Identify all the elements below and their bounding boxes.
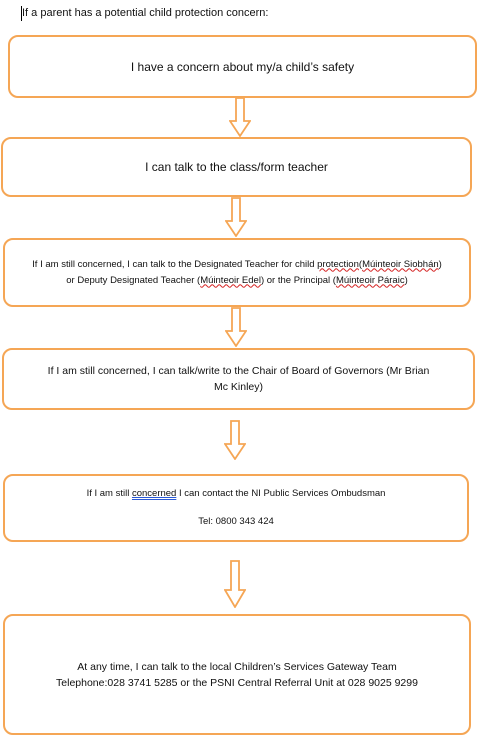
step-1-box [8,35,477,98]
intro-text: If a parent has a potential child protection concern: [22,7,269,19]
step-4-line-2: Mc Kinley) [213,381,263,393]
step-3-line-1-part-c: ( [358,258,363,270]
step-1-text: I have a concern about my/a child’s safety [130,59,355,74]
step-6-line-1: At any time, I can talk to the local Children’s Services Gateway Team [77,660,397,673]
down-arrow-icon [224,420,246,460]
step-3-line-1-part-e: ) [438,258,442,270]
step-3-line-2-part-c: ) or the Principal ( [260,274,336,286]
step-5-line-2: Tel: 0800 343 424 [198,516,274,527]
step-3-line-1-part-a: If I am still concerned, I can talk to the Designated Teacher for child [32,258,318,270]
step-4-line-1: If I am still concerned, I can talk/write to the Chair of Board of Governors (Mr Brian [47,365,430,377]
step-2-text: I can talk to the class/form teacher [145,160,328,174]
step-5-box [3,474,469,542]
step-3-box [3,238,471,307]
step-2-box [1,137,472,197]
step-3-line-2-part-b: Múinteoir Edel [200,274,261,286]
step-3-line-2-part-e: ) [404,274,408,286]
step-3-line-1-part-b: protection [317,258,359,270]
down-arrow-icon [229,97,251,137]
step-4-box [2,348,475,410]
step-6-line-2: Telephone:028 3741 5285 or the PSNI Central Referral Unit at 028 9025 9299 [56,676,418,689]
step-5-line-1 [87,486,386,502]
down-arrow-icon [224,560,246,608]
step-5-line-1-part-c: I can contact the NI Public Services Ombudsman [176,488,386,499]
step-5-line-1-part-b: concerned [131,488,177,499]
step-3-line-2-part-a: or Deputy Designated Teacher ( [66,274,201,286]
step-5-line-1-part-a: If I am still [86,488,132,499]
step-6-box [3,614,471,735]
step-3-line-1-part-d: Múinteoir Siobhán [362,258,439,270]
step-3-line-2-part-d: Múinteoir Páraic [335,274,405,286]
down-arrow-icon [225,197,247,237]
step-3-line-2 [66,273,408,289]
down-arrow-icon [225,307,247,347]
step-3-line-1 [32,257,442,273]
